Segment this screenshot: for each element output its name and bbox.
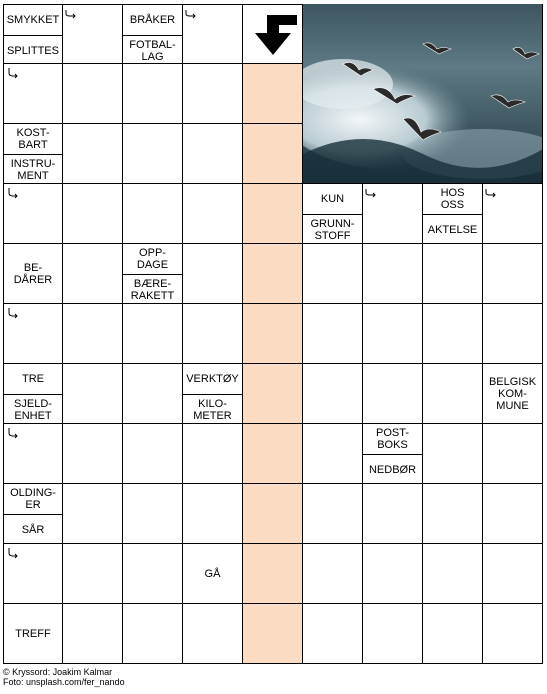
clue-splittes: SPLITTES (4, 35, 62, 65)
highlight-cell[interactable] (243, 604, 303, 664)
answer-cell[interactable] (123, 544, 183, 604)
arrow-down-right-icon (6, 186, 20, 200)
answer-cell[interactable] (63, 364, 123, 424)
answer-cell[interactable] (63, 304, 123, 364)
start-arrow-cell (243, 4, 303, 64)
ocean-photo-image (303, 4, 543, 184)
clue-cell-postboks-nedbor (363, 424, 423, 484)
answer-cell[interactable] (423, 424, 483, 484)
clue-grunnstoff: GRUNN- STOFF (303, 214, 362, 244)
answer-cell[interactable] (63, 604, 123, 664)
answer-cell[interactable] (363, 184, 423, 244)
answer-cell[interactable] (123, 124, 183, 184)
start-arrow-icon (249, 13, 299, 59)
answer-cell[interactable] (183, 244, 243, 304)
arrow-right-down-icon (364, 187, 378, 201)
arrow-down-right-icon (6, 66, 20, 80)
clue-gaa: GÅ (204, 568, 221, 580)
answer-cell[interactable] (303, 364, 363, 424)
answer-cell[interactable] (303, 604, 363, 664)
answer-cell[interactable] (63, 184, 123, 244)
answer-cell[interactable] (483, 244, 543, 304)
answer-cell[interactable] (363, 364, 423, 424)
highlight-cell[interactable] (243, 424, 303, 484)
clue-cell-gaa (183, 544, 243, 604)
answer-cell[interactable] (423, 604, 483, 664)
highlight-cell[interactable] (243, 244, 303, 304)
clue-verktoy: VERKTØY (186, 373, 239, 385)
clue-cell-kun-grunnstoff (303, 184, 363, 244)
answer-cell[interactable] (423, 244, 483, 304)
clue-cell-belgisk-kommune (483, 364, 543, 424)
answer-cell[interactable] (303, 424, 363, 484)
answer-cell[interactable] (63, 64, 123, 124)
clue-cell-smykket-splittes (3, 4, 63, 64)
answer-cell[interactable] (303, 304, 363, 364)
answer-cell[interactable] (423, 484, 483, 544)
answer-cell[interactable] (183, 304, 243, 364)
clue-instrument: INSTRU- MENT (4, 154, 62, 184)
credits (3, 667, 125, 687)
answer-cell[interactable] (123, 304, 183, 364)
highlight-cell[interactable] (243, 304, 303, 364)
clue-kilometer: KILO- METER (183, 394, 242, 424)
clue-cell-tre-sjeldenhet (3, 364, 63, 424)
answer-cell[interactable] (183, 64, 243, 124)
clue-tre: TRE (22, 373, 44, 385)
answer-cell[interactable] (123, 364, 183, 424)
answer-cell[interactable] (123, 484, 183, 544)
answer-cell[interactable] (483, 184, 543, 244)
clue-kun: KUN (320, 193, 345, 205)
clue-cell-verktoy-kilometer (183, 364, 243, 424)
answer-cell[interactable] (303, 484, 363, 544)
arrow-down-right-icon (6, 426, 20, 440)
answer-cell[interactable] (363, 604, 423, 664)
clue-cell-treff (3, 604, 63, 664)
clue-cell-bedaarer (3, 244, 63, 304)
arrow-down-right-icon (6, 546, 20, 560)
credit-crossword: © Kryssord: Joakim Kalmar (3, 667, 113, 677)
answer-cell[interactable] (63, 484, 123, 544)
answer-cell[interactable] (183, 484, 243, 544)
arrow-down-right-icon (6, 306, 20, 320)
arrow-right-down-icon (184, 8, 198, 22)
clue-baererakett: BÆRE- RAKETT (123, 274, 182, 304)
answer-cell[interactable] (123, 604, 183, 664)
answer-cell[interactable] (183, 4, 243, 64)
highlight-cell[interactable] (243, 364, 303, 424)
clue-oppdage: OPP- DAGE (136, 247, 169, 271)
clue-kostbart: KOST- BART (16, 127, 50, 151)
answer-cell[interactable] (483, 484, 543, 544)
answer-cell[interactable] (483, 304, 543, 364)
clue-oldinger: OLDING- ER (10, 487, 56, 511)
arrow-right-down-icon (484, 187, 498, 201)
answer-cell[interactable] (3, 424, 63, 484)
answer-cell[interactable] (3, 184, 63, 244)
answer-cell[interactable] (3, 544, 63, 604)
clue-treff: TREFF (15, 628, 51, 640)
answer-cell[interactable] (423, 364, 483, 424)
highlight-cell[interactable] (243, 484, 303, 544)
clue-nedbor: NEDBØR (363, 454, 422, 484)
answer-cell[interactable] (123, 64, 183, 124)
seabird-waves-photo (303, 4, 543, 184)
answer-cell[interactable] (123, 184, 183, 244)
answer-cell[interactable] (63, 124, 123, 184)
answer-cell[interactable] (63, 424, 123, 484)
answer-cell[interactable] (183, 424, 243, 484)
clue-sjeldenhet: SJELD- ENHET (4, 394, 62, 424)
answer-cell[interactable] (483, 424, 543, 484)
answer-cell[interactable] (183, 184, 243, 244)
clue-aktelse: AKTELSE (423, 214, 482, 244)
answer-cell[interactable] (63, 244, 123, 304)
answer-cell[interactable] (363, 244, 423, 304)
answer-cell[interactable] (123, 424, 183, 484)
clue-hos-oss: HOS OSS (440, 187, 465, 211)
clue-fotballag: FOTBAL- LAG (123, 35, 182, 65)
answer-cell[interactable] (3, 64, 63, 124)
answer-cell[interactable] (363, 484, 423, 544)
clue-smykket: SMYKKET (6, 14, 60, 26)
highlight-cell[interactable] (243, 184, 303, 244)
clue-cell-oldinger-saar (3, 484, 63, 544)
clue-cell-kostbart-instrument (3, 124, 63, 184)
clue-cell-oppdage-baererakett (123, 244, 183, 304)
clue-cell-braaker-fotballag (123, 4, 183, 64)
answer-cell[interactable] (423, 544, 483, 604)
clue-braaker: BRÅKER (129, 14, 176, 26)
answer-cell[interactable] (183, 604, 243, 664)
highlight-cell[interactable] (243, 544, 303, 604)
clue-belgisk-kommune: BELGISK KOM- MUNE (488, 376, 537, 412)
answer-cell[interactable] (183, 124, 243, 184)
answer-cell[interactable] (363, 544, 423, 604)
arrow-right-down-icon (64, 8, 78, 22)
clue-cell-hos-oss-aktelse (423, 184, 483, 244)
answer-cell[interactable] (63, 544, 123, 604)
highlight-cell[interactable] (243, 64, 303, 124)
clue-saar: SÅR (4, 514, 62, 544)
credit-photo: Foto: unsplash.com/fer_nando (3, 677, 125, 687)
answer-cell[interactable] (423, 304, 483, 364)
highlight-cell[interactable] (243, 124, 303, 184)
answer-cell[interactable] (483, 604, 543, 664)
clue-postboks: POST- BOKS (375, 427, 409, 451)
crossword-grid (3, 4, 543, 664)
answer-cell[interactable] (483, 544, 543, 604)
clue-bedaarer: BE- DÅRER (13, 262, 53, 286)
answer-cell[interactable] (363, 304, 423, 364)
answer-cell[interactable] (303, 544, 363, 604)
answer-cell[interactable] (3, 304, 63, 364)
answer-cell[interactable] (63, 4, 123, 64)
answer-cell[interactable] (303, 244, 363, 304)
